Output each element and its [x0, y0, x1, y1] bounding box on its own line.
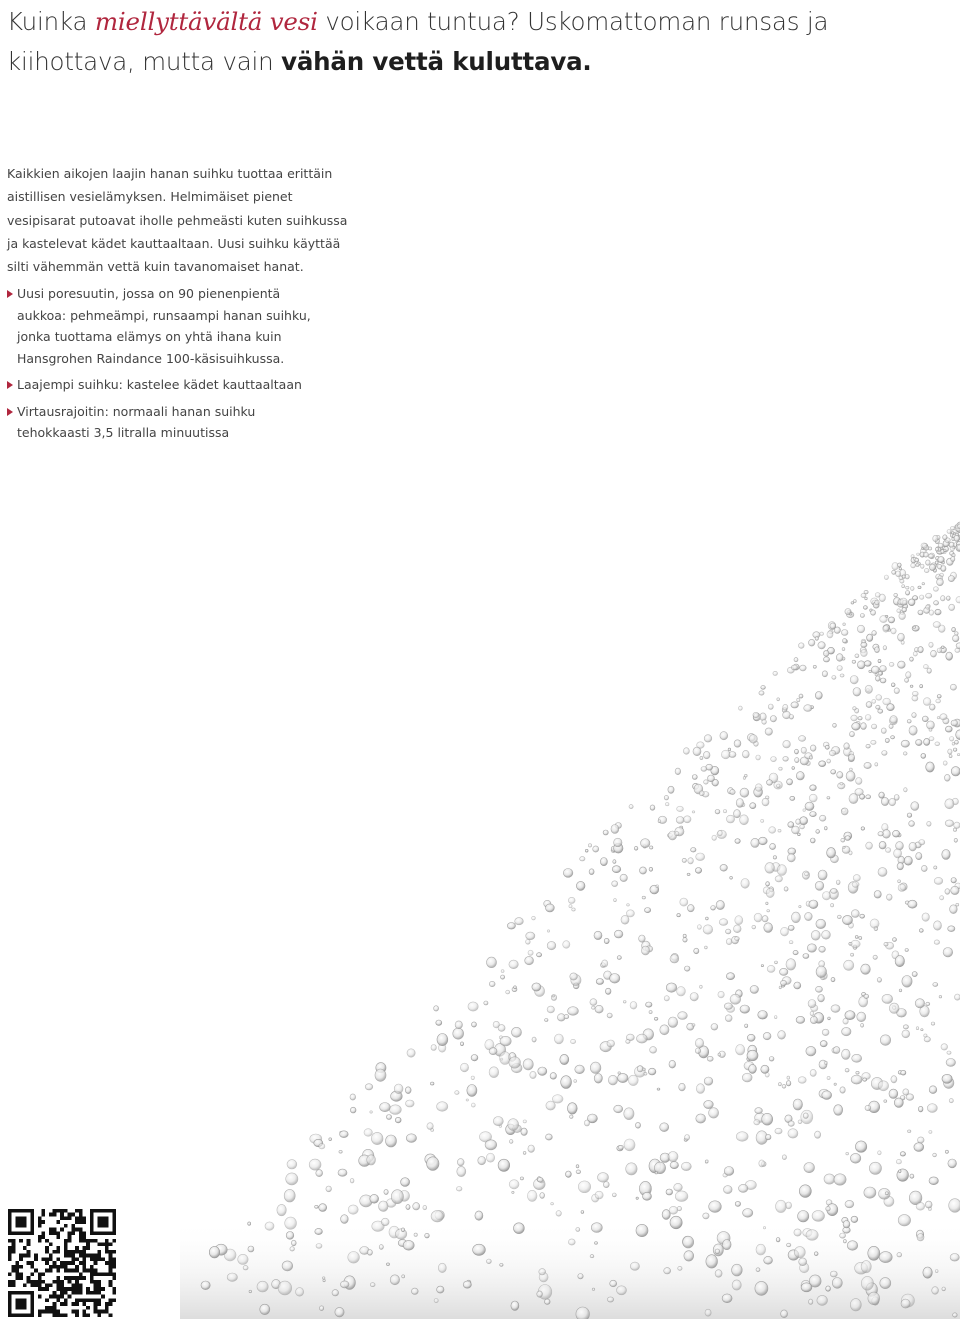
- headline-accent: miellyttävältä vesi: [94, 7, 318, 36]
- water-droplets: [201, 522, 960, 1319]
- headline-bold: vähän vettä kuluttava.: [281, 47, 592, 76]
- headline-lead: Kuinka: [7, 7, 95, 36]
- qr-code-icon[interactable]: [8, 1209, 116, 1317]
- triangle-right-icon: [7, 381, 13, 389]
- feature-list: [7, 283, 327, 449]
- feature-text: Laajempi suihku: kastelee kädet kauttaaltaan: [17, 377, 302, 392]
- headline: [7, 2, 947, 82]
- triangle-right-icon: [7, 408, 13, 416]
- triangle-right-icon: [7, 290, 13, 298]
- feature-text: Virtausrajoitin: normaali hanan suihku tehokkaasti 3,5 litralla minuutissa: [17, 403, 256, 440]
- feature-item: [7, 401, 327, 444]
- feature-text: Uusi poresuutin, jossa on 90 pienenpientä aukkoa: pehmeämpi, runsaampi hanan suihku, jonka tuottama elämys on yhtä ihana kuin Hansgrohen Raindance 100-käsisuihkussa.: [17, 286, 311, 366]
- feature-item: [7, 283, 327, 369]
- headline-middle: voikaan tuntua? Uskomattoman runsas ja kiihottava, mutta vain: [7, 7, 829, 76]
- intro-paragraph: Kaikkien aikojen laajin hanan suihku tuottaa erittäin aistillisen vesielämyksen. Helmimäiset pienet vesipisarat putoavat iholle pehmeästi kuten suihkussa ja kastelevat kädet kauttaaltaan. Uusi suihku käyttää silti vähemmän vettä kuin tavanomaiset hanat.: [7, 166, 348, 275]
- feature-item: [7, 374, 327, 396]
